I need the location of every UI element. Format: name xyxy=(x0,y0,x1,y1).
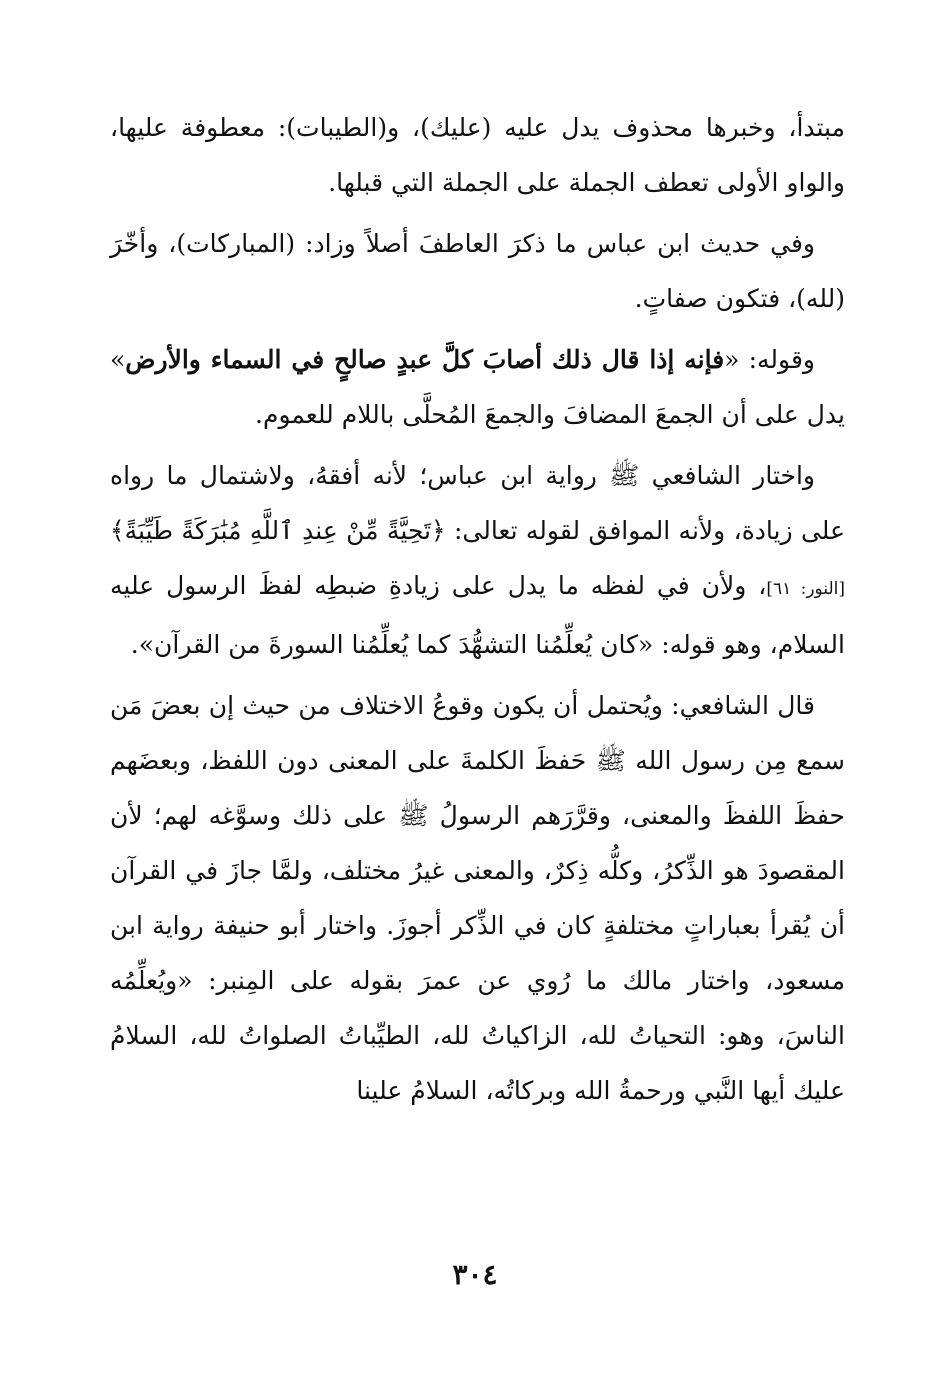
paragraph-3 xyxy=(110,332,845,442)
paragraph-4-before: واختار الشافعي ﷺ رواية ابن عباس؛ لأنه أفقهُ، ولاشتمال ما رواه على زيادة، ولأنه الموافق لقوله تعالى: ﴿تَحِيَّةً مِّنْ عِندِ ٱللَّهِ مُبَٰرَكَةً طَيِّبَةً﴾ xyxy=(110,461,845,545)
paragraph-3-rest: » يدل على أن الجمعَ المضافَ والجمعَ المُحلَّى باللام للعموم. xyxy=(110,345,845,429)
hadith-quote: فإنه إذا قال ذلك أصابَ كلَّ عبدٍ صالحٍ في السماء والأرض xyxy=(125,345,725,374)
paragraph-1: مبتدأ، وخبرها محذوف يدل عليه (عليك)، و(الطيبات): معطوفة عليها، والواو الأولى تعطف الجملة على الجملة التي قبلها. xyxy=(110,113,845,197)
quran-reference: [النور: ٦١] xyxy=(766,579,846,599)
paragraph-4 xyxy=(110,448,845,672)
page-number: ٣٠٤ xyxy=(452,1258,498,1291)
page-body xyxy=(110,100,845,1118)
paragraph-3-lead: وقوله: « xyxy=(724,345,815,374)
paragraph-2: وفي حديث ابن عباس ما ذكرَ العاطفَ أصلاً وزاد: (المباركات)، وأخّرَ (لله)، فتكون صفاتٍ. xyxy=(110,229,845,313)
paragraph-5: قال الشافعي: ويُحتمل أن يكون وقوعُ الاختلاف من حيث إن بعضَ مَن سمع مِن رسول الله ﷺ حَفظَ الكلمةَ على المعنى دون اللفظ، وبعضَهم حفظَ اللفظَ والمعنى، وقرَّرَهم الرسولُ ﷺ على ذلك وسوَّغه لهم؛ لأن المقصودَ هو الذِّكرُ، وكلُّه ذِكرٌ، والمعنى غيرُ مختلف، ولمَّا جازَ في القرآن أن يُقرأ بعباراتٍ مختلفةٍ كان في الذِّكر أجوزَ. واختار أبو حنيفة رواية ابن مسعود، واختار مالك ما رُوي عن عمرَ بقوله على المِنبر: «ويُعلِّمُه الناسَ، وهو: التحياتُ لله، الزاكياتُ لله، الطيِّباتُ الصلواتُ لله، السلامُ عليك أيها النَّبي ورحمةُ الله وبركاتُه، السلامُ علينا xyxy=(110,691,845,1105)
paragraph-4-after: ، ولأن في لفظه ما يدل على زيادةِ ضبطِه لفظَ الرسول عليه السلام، وهو قوله: «كان يُعلِّمُنا التشهُّدَ كما يُعلِّمُنا السورةَ من القرآن». xyxy=(110,571,845,659)
